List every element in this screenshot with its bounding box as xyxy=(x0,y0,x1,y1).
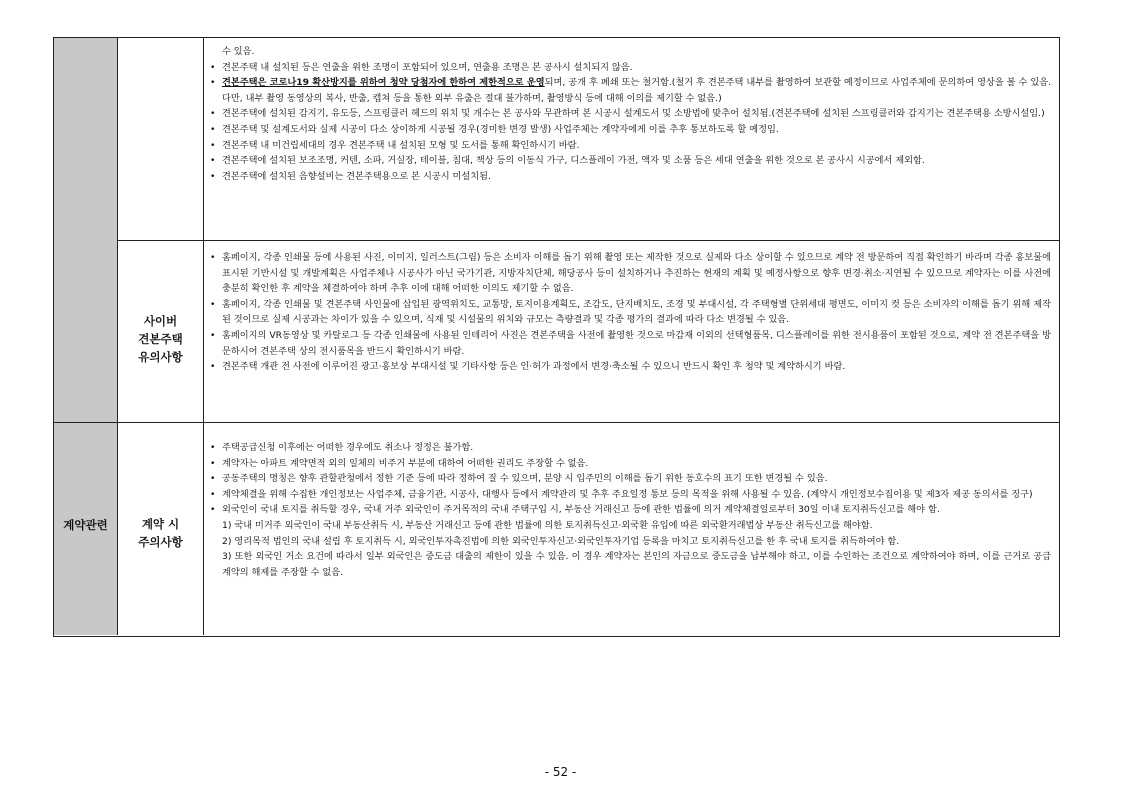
notice-text: 되며, 공개 후 폐쇄 또는 철거함.(철거 후 견본주택 내부를 촬영하여 보관할 예정이므로 사업주체에 문의하여 영상을 볼 수 있음. 다만, 내부 촬영 동영상의 복사, 반출, 캡쳐 등을 통한 외부 유출은 절대 불가하며, 촬영방식 등에 대해 이의를 제기할 수 없음.) xyxy=(222,77,1051,104)
list-item xyxy=(222,75,1051,106)
list-item: • 견본주택에 설치된 보조조명, 커텐, 소파, 거실장, 테이블, 침대, 책상 등의 이동식 가구, 디스플레이 가전, 액자 및 소품 등은 세대 연출을 위한 것으로 본 공사시 시공에서 제외함. xyxy=(222,153,1051,169)
list-item: • 견본주택 및 설계도서와 실제 시공이 다소 상이하게 시공될 경우(경미한 변경 발생) 사업주체는 계약자에게 이를 추후 통보하도록 할 예정임. xyxy=(222,122,1051,138)
subcategory-contract-line1: 계약 시 xyxy=(141,517,180,531)
list-item: • 견본주택에 설치된 감지기, 유도등, 스프링클러 헤드의 위치 및 개수는 본 공사와 무관하며 본 시공시 설계도서 및 소방법에 맞추어 설치됨.(견본주택에 설치된 스프링클러와 감지기는 견본주택용 소방시설임.) xyxy=(222,106,1051,122)
subcategory-cyber-line2: 견본주택 xyxy=(138,332,183,346)
list-item: • 주택공급신청 이후에는 어떠한 경우에도 취소나 정정은 불가함. xyxy=(222,440,1051,456)
list-item: • 홈페이지의 VR동영상 및 카탈로그 등 각종 인쇄물에 사용된 인테리어 사진은 견본주택을 사전에 촬영한 것으로 마감재 이외의 선택형품목, 디스플레이를 위한 전시용품이 포함된 것으로, 계약 전 견본주택을 방문하시어 견본주택 상의 전시품목을 반드시 확인하시기 바람. xyxy=(222,328,1051,359)
subcategory-column xyxy=(118,38,204,635)
row-contract-notes xyxy=(204,440,1059,580)
list-subitem: 3) 또한 외국인 거소 요건에 따라서 일부 외국인은 중도금 대출의 제한이 있을 수 있음. 이 경우 계약자는 본인의 자금으로 중도금을 납부해야 하고, 이를 수인하는 조건으로 계약하여야 하며, 이를 근거로 공급계약의 해제를 주장할 수 없음. xyxy=(222,551,1051,578)
category-column xyxy=(54,38,118,635)
list-item: 수 있음. xyxy=(222,46,255,57)
list-item: • 견본주택에 설치된 음향설비는 견본주택용으로 본 시공시 미설치됨. xyxy=(222,169,1051,185)
row-model-house-notes xyxy=(204,44,1059,184)
underlined-notice: 견본주택은 코로나19 확산방지를 위하여 청약 당첨자에 한하여 제한적으로 운영 xyxy=(222,77,545,89)
subcategory-contract-line2: 주의사항 xyxy=(138,535,183,549)
row-divider xyxy=(118,240,1059,241)
list-item: • 견본주택 내 미건립세대의 경우 견본주택 내 설치된 모형 및 도서를 통해 확인하시기 바람. xyxy=(222,138,1051,154)
category-contract: 계약관련 xyxy=(63,518,108,532)
list-item: • 홈페이지, 각종 인쇄물 등에 사용된 사진, 이미지, 일러스트(그림) 등은 소비자 이해를 돕기 위해 촬영 또는 제작한 것으로 실제와 다소 상이할 수 있으므로 계약 전 방문하여 직접 확인하기 바라며 각종 홍보물에 표시된 기반시설 및 개발계획은 사업주체나 시공사가 아닌 국가기관, 지방자치단체, 해당공사 등이 설치하거나 추진하는 현재의 계획 및 예정사항으로 향후 변경·취소·지연될 수 있으므로 계약자는 이를 사전에 충분히 확인한 후 계약을 체결하여야 하며 추후 이에 대해 어떠한 이의도 제기할 수 없음. xyxy=(222,250,1051,297)
list-item: • 외국인이 국내 토지를 취득할 경우, 국내 거주 외국인이 주거목적의 국내 주택구입 시, 부동산 거래신고 등에 관한 법률에 의거 계약체결일로부터 30일 이내 토지취득신고를 해야 함. xyxy=(222,502,1051,518)
page-number: - 52 - xyxy=(544,765,577,779)
subcategory-cyber-line1: 사이버 xyxy=(143,314,178,328)
list-item: • 계약체결을 위해 수집한 개인정보는 사업주체, 금융기관, 시공사, 대행사 등에서 계약관리 및 추후 주요일정 통보 등의 목적을 위해 사용될 수 있음. (계약시 개인정보수집이용 및 제3자 제공 동의서를 징구) xyxy=(222,487,1051,503)
row-cyber-model-house-notes xyxy=(204,250,1059,375)
list-item: • 홈페이지, 각종 인쇄물 및 견본주택 사인물에 삽입된 광역위치도, 교통망, 토지이용계획도, 조감도, 단지배치도, 조경 및 부대시설, 각 주택형별 단위세대 평면도, 이미지 컷 등은 소비자의 이해를 돕기 위해 제작된 것이므로 실제 시공과는 차이가 있을 수 있으며, 식재 및 시설물의 위치와 규모는 측량결과 및 각종 평가의 결과에 따라 다소 변경될 수 있음. xyxy=(222,297,1051,328)
subcategory-cyber-line3: 유의사항 xyxy=(138,350,183,364)
row-divider xyxy=(54,422,1059,423)
list-item: • 공동주택의 명칭은 향후 관할관청에서 정한 기준 등에 따라 정하여 질 수 있으며, 분양 시 입주민의 이해를 돕기 위한 동호수의 표기 또한 변경될 수 있음. xyxy=(222,471,1051,487)
list-item: • 견본주택 내 설치된 등은 연출을 위한 조명이 포함되어 있으며, 연출용 조명은 본 공사시 설치되지 않음. xyxy=(222,60,1051,76)
notice-table xyxy=(53,37,1060,637)
list-subitem: 1) 국내 미거주 외국인이 국내 부동산취득 시, 부동산 거래신고 등에 관한 법률에 의한 토지취득신고·외국환 유입에 따른 외국환거래법상 부동산 취득신고를 해야함. xyxy=(222,519,873,531)
list-item: • 계약자는 아파트 계약면적 외의 일체의 비주거 부분에 대하여 어떠한 권리도 주장할 수 없음. xyxy=(222,456,1051,472)
list-subitem: 2) 영리목적 법인의 국내 설립 후 토지취득 시, 외국인투자촉진법에 의한 외국인투자신고·외국인투자기업 등록을 마치고 토지취득신고를 한 후 국내 토지를 취득하여야 함. xyxy=(222,535,900,547)
list-item: • 견본주택 개관 전 사전에 이루어진 광고·홍보상 부대시설 및 기타사항 등은 인·허가 과정에서 변경·축소될 수 있으니 반드시 확인 후 청약 및 계약하시기 바람. xyxy=(222,359,1051,375)
